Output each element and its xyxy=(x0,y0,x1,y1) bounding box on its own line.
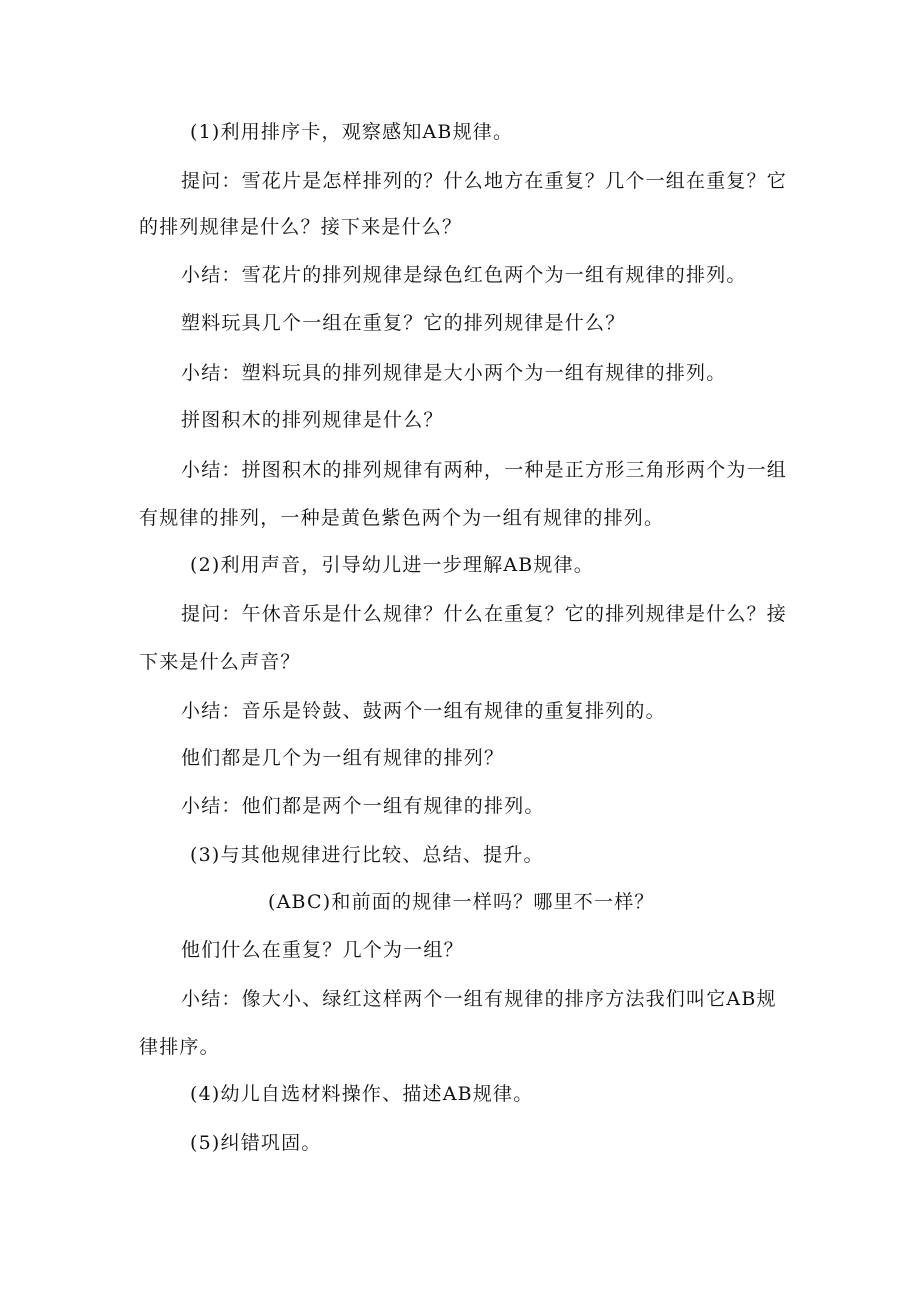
question-line-continued: 下来是什么声音？ xyxy=(139,651,301,673)
step-5-heading: (5)纠错巩固。 xyxy=(190,1132,322,1154)
summary-line: 小结：他们都是两个一组有规律的排列。 xyxy=(181,795,545,817)
summary-line-continued: 有规律的排列，一种是黄色紫色两个为一组有规律的排列。 xyxy=(139,507,665,529)
question-line: 拼图积木的排列规律是什么？ xyxy=(181,409,444,431)
question-line: 他们什么在重复？几个为一组？ xyxy=(181,939,464,961)
summary-line: 小结：塑料玩具的排列规律是大小两个为一组有规律的排列。 xyxy=(181,362,727,384)
step-4-heading: (4)幼儿自选材料操作、描述AB规律。 xyxy=(190,1083,534,1105)
summary-line: 小结：雪花片的排列规律是绿色红色两个为一组有规律的排列。 xyxy=(181,264,747,286)
question-line-continued: 的排列规律是什么？接下来是什么？ xyxy=(139,216,463,238)
question-line: 他们都是几个为一组有规律的排列？ xyxy=(181,747,505,769)
step-1-heading: (1)利用排序卡，观察感知AB规律。 xyxy=(190,121,514,143)
comparison-question: (ABC)和前面的规律一样吗？哪里不一样？ xyxy=(268,891,655,913)
summary-line: 小结：拼图积木的排列规律有两种，一种是正方形三角形两个为一组 xyxy=(181,459,788,481)
summary-line: 小结：音乐是铃鼓、鼓两个一组有规律的重复排列的。 xyxy=(181,700,666,722)
summary-line-continued: 律排序。 xyxy=(139,1036,220,1058)
step-2-heading: (2)利用声音，引导幼儿进一步理解AB规律。 xyxy=(190,554,594,576)
question-line: 提问：午休音乐是什么规律？什么在重复？它的排列规律是什么？接 xyxy=(181,603,788,625)
question-line: 塑料玩具几个一组在重复？它的排列规律是什么？ xyxy=(181,312,626,334)
step-3-heading: (3)与其他规律进行比较、总结、提升。 xyxy=(190,844,544,866)
summary-line: 小结：像大小、绿红这样两个一组有规律的排序方法我们叫它AB规 xyxy=(181,988,777,1010)
question-line: 提问：雪花片是怎样排列的？什么地方在重复？几个一组在重复？它 xyxy=(181,170,788,192)
